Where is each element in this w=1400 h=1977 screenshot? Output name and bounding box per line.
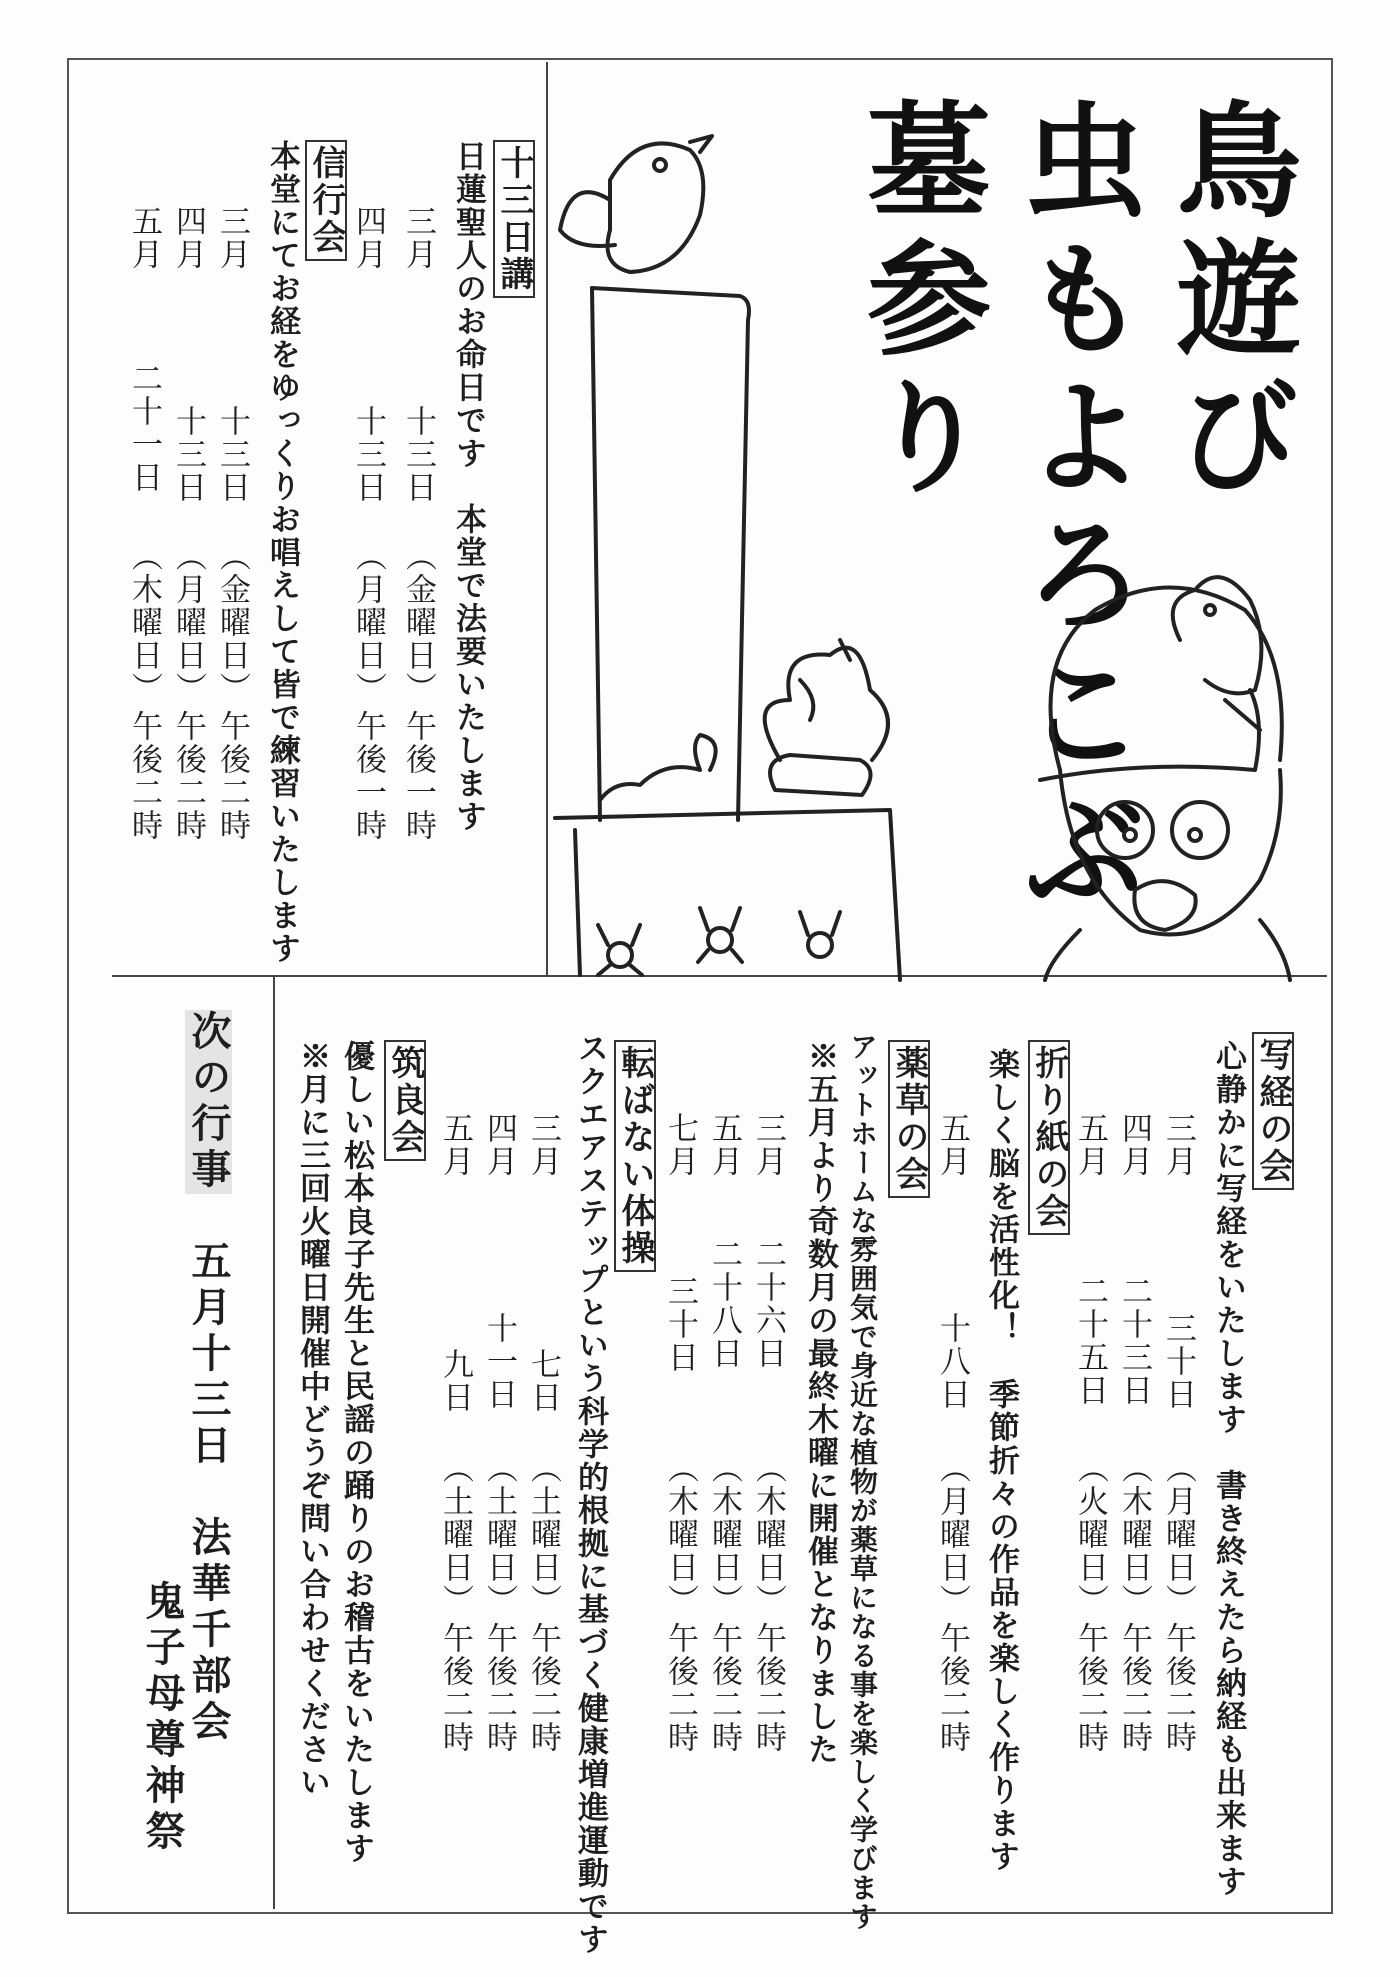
next-event-name-2: 鬼子母尊神祭	[139, 1580, 186, 1856]
shakyo-row-time: 午後二時	[1160, 1622, 1196, 1754]
shakyo-row-weekday: （月曜日）	[1160, 1452, 1196, 1617]
yakuso-desc: アットホームな雰囲気で身近な植物が薬草になる事を楽しく学びます	[846, 1032, 879, 1931]
taiso-heading: 転ばない体操	[614, 1040, 656, 1272]
yakuso-row-month: 五月	[706, 1112, 742, 1178]
shakyo-row-day: 二十五日	[1072, 1275, 1108, 1407]
origami-heading: 折り紙の会	[1028, 1040, 1070, 1235]
shingyo-row-month: 三月	[214, 205, 250, 271]
man-icon	[1051, 588, 1282, 771]
shakyo-row-weekday: （火曜日）	[1072, 1452, 1108, 1617]
yakuso-row-day: 二十六日	[750, 1238, 786, 1370]
shakyo-heading: 写経の会	[1252, 1032, 1294, 1190]
chikura-heading: 筑良会	[384, 1040, 426, 1161]
taiso-row-day: 十一日	[481, 1312, 517, 1411]
shingyo-row-weekday: （金曜日）	[214, 540, 250, 705]
shingyo-row-month: 五月	[126, 205, 162, 271]
taiso-row-weekday: （土曜日）	[525, 1452, 561, 1617]
yakuso-row-day: 三十日	[662, 1275, 698, 1374]
title-line-1: 鳥遊び	[1156, 96, 1301, 510]
chikura-desc: 優しい松本良子先生と民謡の踊りのお稽古をいたします	[338, 1040, 374, 1865]
origami-row-time: 午後二時	[934, 1622, 970, 1754]
shakyo-row-time: 午後二時	[1072, 1622, 1108, 1754]
jusannichi-row-day: 十三日	[400, 405, 436, 504]
jusannichi-row-weekday: （金曜日）	[400, 540, 436, 705]
yakuso-row-weekday: （木曜日）	[662, 1452, 698, 1617]
jusannichi-desc: 日蓮聖人のお命日です 本堂で法要いたします	[450, 140, 486, 833]
yakuso-row-weekday: （木曜日）	[750, 1452, 786, 1617]
shakyo-row-month: 三月	[1160, 1112, 1196, 1178]
jusannichi-row-month: 四月	[350, 205, 386, 271]
taiso-row-time: 午後二時	[481, 1622, 517, 1754]
insect-icon	[608, 943, 632, 967]
taiso-row-month: 五月	[437, 1112, 473, 1178]
next-event-date: 五月十三日	[185, 1240, 232, 1470]
shakyo-row-time: 午後二時	[1116, 1622, 1152, 1754]
taiso-row-month: 三月	[525, 1112, 561, 1178]
shingyo-row-time: 午後二時	[126, 710, 162, 842]
taiso-row-month: 四月	[481, 1112, 517, 1178]
shingyo-desc: 本堂にてお経をゆっくりお唱えして皆で練習いたします	[264, 140, 300, 965]
shingyo-row-time: 午後二時	[170, 710, 206, 842]
next-event-column	[185, 1010, 232, 1746]
taiso-row-day: 七日	[525, 1348, 561, 1414]
yakuso-row-time: 午後二時	[706, 1622, 742, 1754]
origami-row-weekday: （月曜日）	[934, 1452, 970, 1617]
shingyo-row-weekday: （月曜日）	[170, 540, 206, 705]
yakuso-row-time: 午後二時	[750, 1622, 786, 1754]
yakuso-heading: 薬草の会	[888, 1040, 930, 1198]
chikura-note: ※月に三回火曜日開催中どうぞ問い合わせください	[294, 1040, 330, 1799]
shingyo-heading: 信行会	[305, 140, 347, 261]
jusannichi-row-weekday: （月曜日）	[350, 540, 386, 705]
yakuso-row-time: 午後二時	[662, 1622, 698, 1754]
jusannichi-heading: 十三日講	[493, 140, 535, 298]
origami-desc: 楽しく脳を活性化！ 季節折々の作品を楽しく作ります	[983, 1048, 1019, 1873]
yakuso-row-month: 七月	[662, 1112, 698, 1178]
origami-row-day: 十八日	[934, 1312, 970, 1411]
jusannichi-row-day: 十三日	[350, 405, 386, 504]
shingyo-row-day: 十三日	[170, 405, 206, 504]
title-line-3: 墓参り	[846, 96, 991, 510]
taiso-desc: スクエアステップという科学的根拠に基づく健康増進運動です	[572, 1032, 608, 1956]
shingyo-row-day: 二十一日	[126, 362, 162, 494]
shakyo-desc: 心静かに写経をいたします 書き終えたら納経も出来ます	[1210, 1040, 1246, 1898]
jusannichi-row-time: 午後一時	[400, 710, 436, 842]
shakyo-row-month: 四月	[1116, 1112, 1152, 1178]
caterpillar-icon	[600, 735, 716, 800]
shakyo-row-weekday: （木曜日）	[1116, 1452, 1152, 1617]
taiso-row-weekday: （土曜日）	[437, 1452, 473, 1617]
shakyo-row-month: 五月	[1072, 1112, 1108, 1178]
shingyo-row-weekday: （木曜日）	[126, 540, 162, 705]
yakuso-row-month: 三月	[750, 1112, 786, 1178]
shakyo-row-day: 二十三日	[1116, 1275, 1152, 1407]
jusannichi-row-time: 午後一時	[350, 710, 386, 842]
yakuso-row-day: 二十八日	[706, 1238, 742, 1370]
yakuso-row-weekday: （木曜日）	[706, 1452, 742, 1617]
taiso-row-day: 九日	[437, 1348, 473, 1414]
flower-vase-icon	[770, 755, 871, 795]
taiso-row-time: 午後二時	[525, 1622, 561, 1754]
origami-row-month: 五月	[934, 1112, 970, 1178]
taiso-row-time: 午後二時	[437, 1622, 473, 1754]
yakuso-note: ※五月より奇数月の最終木曜に開催となりました	[802, 1040, 838, 1766]
taiso-row-weekday: （土曜日）	[481, 1452, 517, 1617]
shingyo-row-month: 四月	[170, 205, 206, 271]
shingyo-row-time: 午後二時	[214, 710, 250, 842]
title-line-2: 虫もよろこぶ	[1002, 96, 1147, 924]
shakyo-row-day: 三十日	[1160, 1312, 1196, 1411]
jusannichi-row-month: 三月	[400, 205, 436, 271]
gravestone-icon	[592, 288, 749, 820]
next-event-name-1: 法華千部会	[185, 1516, 232, 1746]
shingyo-row-day: 十三日	[214, 405, 250, 504]
next-event-label: 次の行事	[185, 1010, 232, 1194]
